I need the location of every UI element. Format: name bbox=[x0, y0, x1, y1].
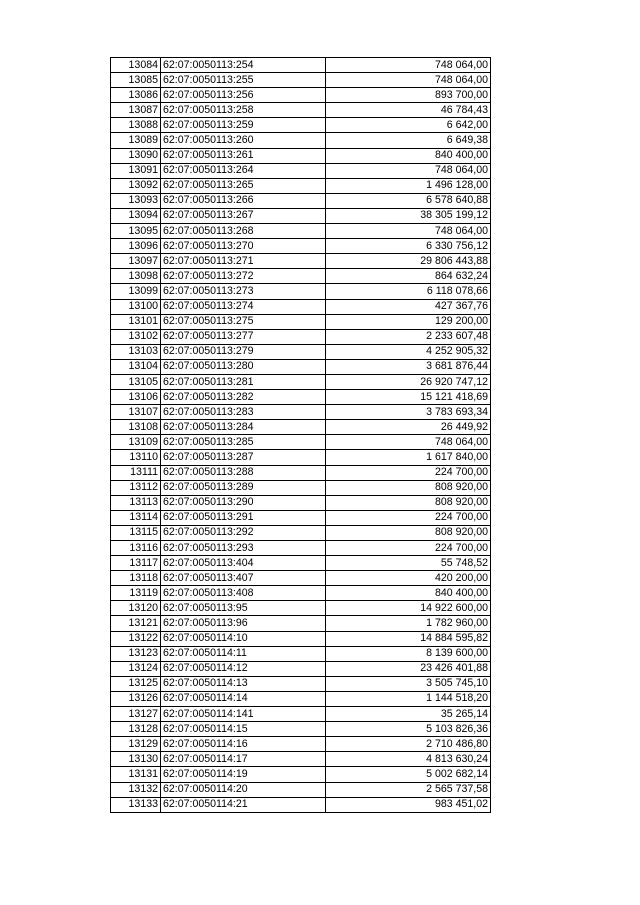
cadastral-number-cell: 62:07:0050114:19 bbox=[161, 767, 326, 782]
row-index-cell: 13092 bbox=[111, 178, 161, 193]
row-index-cell: 13089 bbox=[111, 133, 161, 148]
row-index-cell: 13105 bbox=[111, 374, 161, 389]
row-index-cell: 13116 bbox=[111, 541, 161, 556]
row-index-cell: 13109 bbox=[111, 435, 161, 450]
table-row bbox=[111, 480, 491, 495]
cadastral-number-cell: 62:07:0050113:95 bbox=[161, 601, 326, 616]
table-row bbox=[111, 495, 491, 510]
table-row bbox=[111, 73, 491, 88]
table-row bbox=[111, 224, 491, 239]
row-index-cell: 13095 bbox=[111, 224, 161, 239]
row-index-cell: 13098 bbox=[111, 269, 161, 284]
row-index-cell: 13112 bbox=[111, 480, 161, 495]
cadastral-number-cell: 62:07:0050113:273 bbox=[161, 284, 326, 299]
table-row bbox=[111, 465, 491, 480]
row-index-cell: 13103 bbox=[111, 344, 161, 359]
row-index-cell: 13131 bbox=[111, 767, 161, 782]
table-row bbox=[111, 752, 491, 767]
cadastral-value-cell: 808 920,00 bbox=[326, 525, 491, 540]
cadastral-number-cell: 62:07:0050113:275 bbox=[161, 314, 326, 329]
cadastral-value-cell: 4 252 905,32 bbox=[326, 344, 491, 359]
table-row bbox=[111, 254, 491, 269]
cadastral-value-cell: 893 700,00 bbox=[326, 88, 491, 103]
cadastral-value-cell: 2 233 607,48 bbox=[326, 329, 491, 344]
table-row bbox=[111, 103, 491, 118]
cadastral-value-cell: 6 642,00 bbox=[326, 118, 491, 133]
table-row bbox=[111, 631, 491, 646]
row-index-cell: 13130 bbox=[111, 752, 161, 767]
table-row bbox=[111, 435, 491, 450]
cadastral-number-cell: 62:07:0050113:274 bbox=[161, 299, 326, 314]
cadastral-value-cell: 15 121 418,69 bbox=[326, 390, 491, 405]
cadastral-number-cell: 62:07:0050113:268 bbox=[161, 224, 326, 239]
table-row bbox=[111, 405, 491, 420]
cadastral-value-cell: 6 118 078,66 bbox=[326, 284, 491, 299]
cadastral-value-cell: 864 632,24 bbox=[326, 269, 491, 284]
cadastral-value-cell: 748 064,00 bbox=[326, 73, 491, 88]
cadastral-value-table bbox=[110, 57, 491, 813]
cadastral-number-cell: 62:07:0050114:12 bbox=[161, 661, 326, 676]
table-row bbox=[111, 208, 491, 223]
cadastral-number-cell: 62:07:0050113:287 bbox=[161, 450, 326, 465]
row-index-cell: 13094 bbox=[111, 208, 161, 223]
row-index-cell: 13128 bbox=[111, 722, 161, 737]
table-row bbox=[111, 359, 491, 374]
table-row bbox=[111, 737, 491, 752]
row-index-cell: 13119 bbox=[111, 586, 161, 601]
table-row bbox=[111, 344, 491, 359]
cadastral-value-cell: 14 922 600,00 bbox=[326, 601, 491, 616]
row-index-cell: 13102 bbox=[111, 329, 161, 344]
cadastral-number-cell: 62:07:0050113:284 bbox=[161, 420, 326, 435]
cadastral-value-cell: 6 578 640,88 bbox=[326, 193, 491, 208]
table-row bbox=[111, 767, 491, 782]
cadastral-number-cell: 62:07:0050113:256 bbox=[161, 88, 326, 103]
cadastral-value-cell: 808 920,00 bbox=[326, 495, 491, 510]
row-index-cell: 13117 bbox=[111, 556, 161, 571]
cadastral-value-cell: 46 784,43 bbox=[326, 103, 491, 118]
cadastral-number-cell: 62:07:0050113:293 bbox=[161, 541, 326, 556]
cadastral-number-cell: 62:07:0050113:258 bbox=[161, 103, 326, 118]
cadastral-value-cell: 14 884 595,82 bbox=[326, 631, 491, 646]
row-index-cell: 13104 bbox=[111, 359, 161, 374]
table-row bbox=[111, 797, 491, 812]
cadastral-number-cell: 62:07:0050113:265 bbox=[161, 178, 326, 193]
table-row bbox=[111, 329, 491, 344]
cadastral-value-cell: 4 813 630,24 bbox=[326, 752, 491, 767]
table-row bbox=[111, 722, 491, 737]
table-row bbox=[111, 420, 491, 435]
cadastral-value-cell: 26 920 747,12 bbox=[326, 374, 491, 389]
row-index-cell: 13096 bbox=[111, 239, 161, 254]
cadastral-value-cell: 2 710 486,80 bbox=[326, 737, 491, 752]
cadastral-number-cell: 62:07:0050114:16 bbox=[161, 737, 326, 752]
row-index-cell: 13093 bbox=[111, 193, 161, 208]
cadastral-value-cell: 840 400,00 bbox=[326, 586, 491, 601]
cadastral-number-cell: 62:07:0050113:290 bbox=[161, 495, 326, 510]
row-index-cell: 13111 bbox=[111, 465, 161, 480]
row-index-cell: 13090 bbox=[111, 148, 161, 163]
cadastral-number-cell: 62:07:0050114:11 bbox=[161, 646, 326, 661]
cadastral-value-cell: 748 064,00 bbox=[326, 58, 491, 73]
cadastral-number-cell: 62:07:0050113:272 bbox=[161, 269, 326, 284]
table-row bbox=[111, 601, 491, 616]
cadastral-number-cell: 62:07:0050113:261 bbox=[161, 148, 326, 163]
row-index-cell: 13087 bbox=[111, 103, 161, 118]
cadastral-number-cell: 62:07:0050114:15 bbox=[161, 722, 326, 737]
cadastral-number-cell: 62:07:0050113:292 bbox=[161, 525, 326, 540]
row-index-cell: 13110 bbox=[111, 450, 161, 465]
cadastral-value-cell: 5 002 682,14 bbox=[326, 767, 491, 782]
row-index-cell: 13133 bbox=[111, 797, 161, 812]
row-index-cell: 13129 bbox=[111, 737, 161, 752]
table-row bbox=[111, 782, 491, 797]
row-index-cell: 13120 bbox=[111, 601, 161, 616]
table-row bbox=[111, 616, 491, 631]
row-index-cell: 13122 bbox=[111, 631, 161, 646]
row-index-cell: 13115 bbox=[111, 525, 161, 540]
table-row bbox=[111, 556, 491, 571]
cadastral-value-cell: 3 681 876,44 bbox=[326, 359, 491, 374]
cadastral-value-cell: 5 103 826,36 bbox=[326, 722, 491, 737]
table-row bbox=[111, 374, 491, 389]
row-index-cell: 13127 bbox=[111, 707, 161, 722]
table-row bbox=[111, 239, 491, 254]
row-index-cell: 13100 bbox=[111, 299, 161, 314]
cadastral-value-cell: 26 449,92 bbox=[326, 420, 491, 435]
row-index-cell: 13123 bbox=[111, 646, 161, 661]
cadastral-value-cell: 808 920,00 bbox=[326, 480, 491, 495]
cadastral-number-cell: 62:07:0050113:260 bbox=[161, 133, 326, 148]
cadastral-value-cell: 38 305 199,12 bbox=[326, 208, 491, 223]
cadastral-number-cell: 62:07:0050113:255 bbox=[161, 73, 326, 88]
cadastral-value-cell: 224 700,00 bbox=[326, 465, 491, 480]
cadastral-number-cell: 62:07:0050113:267 bbox=[161, 208, 326, 223]
row-index-cell: 13113 bbox=[111, 495, 161, 510]
table-row bbox=[111, 178, 491, 193]
cadastral-number-cell: 62:07:0050114:13 bbox=[161, 676, 326, 691]
table-row bbox=[111, 299, 491, 314]
cadastral-value-cell: 2 565 737,58 bbox=[326, 782, 491, 797]
cadastral-value-cell: 748 064,00 bbox=[326, 435, 491, 450]
cadastral-number-cell: 62:07:0050113:407 bbox=[161, 571, 326, 586]
table-row bbox=[111, 284, 491, 299]
table-row bbox=[111, 163, 491, 178]
cadastral-number-cell: 62:07:0050113:281 bbox=[161, 374, 326, 389]
cadastral-number-cell: 62:07:0050114:21 bbox=[161, 797, 326, 812]
table-row bbox=[111, 586, 491, 601]
cadastral-number-cell: 62:07:0050113:277 bbox=[161, 329, 326, 344]
table-body bbox=[111, 58, 491, 813]
table-row bbox=[111, 148, 491, 163]
cadastral-value-cell: 6 649,38 bbox=[326, 133, 491, 148]
cadastral-value-cell: 3 505 745,10 bbox=[326, 676, 491, 691]
row-index-cell: 13107 bbox=[111, 405, 161, 420]
cadastral-number-cell: 62:07:0050113:264 bbox=[161, 163, 326, 178]
table-row bbox=[111, 314, 491, 329]
row-index-cell: 13106 bbox=[111, 390, 161, 405]
row-index-cell: 13091 bbox=[111, 163, 161, 178]
cadastral-value-cell: 420 200,00 bbox=[326, 571, 491, 586]
table-row bbox=[111, 118, 491, 133]
row-index-cell: 13085 bbox=[111, 73, 161, 88]
table-row bbox=[111, 390, 491, 405]
cadastral-number-cell: 62:07:0050113:404 bbox=[161, 556, 326, 571]
cadastral-value-cell: 1 617 840,00 bbox=[326, 450, 491, 465]
cadastral-value-cell: 129 200,00 bbox=[326, 314, 491, 329]
cadastral-number-cell: 62:07:0050114:10 bbox=[161, 631, 326, 646]
cadastral-number-cell: 62:07:0050114:17 bbox=[161, 752, 326, 767]
row-index-cell: 13099 bbox=[111, 284, 161, 299]
cadastral-value-table-sheet bbox=[110, 57, 491, 813]
cadastral-number-cell: 62:07:0050113:271 bbox=[161, 254, 326, 269]
cadastral-value-cell: 1 144 518,20 bbox=[326, 691, 491, 706]
cadastral-number-cell: 62:07:0050113:279 bbox=[161, 344, 326, 359]
table-row bbox=[111, 525, 491, 540]
cadastral-value-cell: 6 330 756,12 bbox=[326, 239, 491, 254]
row-index-cell: 13086 bbox=[111, 88, 161, 103]
cadastral-number-cell: 62:07:0050114:20 bbox=[161, 782, 326, 797]
cadastral-value-cell: 55 748,52 bbox=[326, 556, 491, 571]
cadastral-value-cell: 224 700,00 bbox=[326, 510, 491, 525]
cadastral-number-cell: 62:07:0050113:254 bbox=[161, 58, 326, 73]
row-index-cell: 13101 bbox=[111, 314, 161, 329]
row-index-cell: 13108 bbox=[111, 420, 161, 435]
cadastral-number-cell: 62:07:0050114:141 bbox=[161, 707, 326, 722]
row-index-cell: 13114 bbox=[111, 510, 161, 525]
cadastral-value-cell: 3 783 693,34 bbox=[326, 405, 491, 420]
cadastral-value-cell: 8 139 600,00 bbox=[326, 646, 491, 661]
table-row bbox=[111, 269, 491, 284]
cadastral-number-cell: 62:07:0050113:283 bbox=[161, 405, 326, 420]
cadastral-number-cell: 62:07:0050113:266 bbox=[161, 193, 326, 208]
row-index-cell: 13118 bbox=[111, 571, 161, 586]
table-row bbox=[111, 661, 491, 676]
table-row bbox=[111, 58, 491, 73]
row-index-cell: 13124 bbox=[111, 661, 161, 676]
row-index-cell: 13088 bbox=[111, 118, 161, 133]
table-row bbox=[111, 691, 491, 706]
cadastral-value-cell: 983 451,02 bbox=[326, 797, 491, 812]
cadastral-value-cell: 1 782 960,00 bbox=[326, 616, 491, 631]
row-index-cell: 13121 bbox=[111, 616, 161, 631]
cadastral-value-cell: 29 806 443,88 bbox=[326, 254, 491, 269]
cadastral-number-cell: 62:07:0050113:282 bbox=[161, 390, 326, 405]
table-row bbox=[111, 541, 491, 556]
row-index-cell: 13084 bbox=[111, 58, 161, 73]
cadastral-value-cell: 840 400,00 bbox=[326, 148, 491, 163]
cadastral-number-cell: 62:07:0050113:408 bbox=[161, 586, 326, 601]
table-row bbox=[111, 450, 491, 465]
cadastral-number-cell: 62:07:0050113:289 bbox=[161, 480, 326, 495]
row-index-cell: 13132 bbox=[111, 782, 161, 797]
cadastral-number-cell: 62:07:0050113:280 bbox=[161, 359, 326, 374]
table-row bbox=[111, 133, 491, 148]
row-index-cell: 13097 bbox=[111, 254, 161, 269]
cadastral-number-cell: 62:07:0050113:291 bbox=[161, 510, 326, 525]
table-row bbox=[111, 676, 491, 691]
table-row bbox=[111, 646, 491, 661]
cadastral-number-cell: 62:07:0050114:14 bbox=[161, 691, 326, 706]
table-row bbox=[111, 88, 491, 103]
row-index-cell: 13126 bbox=[111, 691, 161, 706]
cadastral-value-cell: 427 367,76 bbox=[326, 299, 491, 314]
table-row bbox=[111, 571, 491, 586]
cadastral-value-cell: 1 496 128,00 bbox=[326, 178, 491, 193]
cadastral-number-cell: 62:07:0050113:259 bbox=[161, 118, 326, 133]
cadastral-number-cell: 62:07:0050113:285 bbox=[161, 435, 326, 450]
cadastral-number-cell: 62:07:0050113:270 bbox=[161, 239, 326, 254]
cadastral-value-cell: 748 064,00 bbox=[326, 224, 491, 239]
cadastral-number-cell: 62:07:0050113:288 bbox=[161, 465, 326, 480]
cadastral-value-cell: 35 265,14 bbox=[326, 707, 491, 722]
cadastral-value-cell: 23 426 401,88 bbox=[326, 661, 491, 676]
cadastral-number-cell: 62:07:0050113:96 bbox=[161, 616, 326, 631]
table-row bbox=[111, 510, 491, 525]
table-row bbox=[111, 707, 491, 722]
row-index-cell: 13125 bbox=[111, 676, 161, 691]
table-row bbox=[111, 193, 491, 208]
cadastral-value-cell: 224 700,00 bbox=[326, 541, 491, 556]
cadastral-value-cell: 748 064,00 bbox=[326, 163, 491, 178]
